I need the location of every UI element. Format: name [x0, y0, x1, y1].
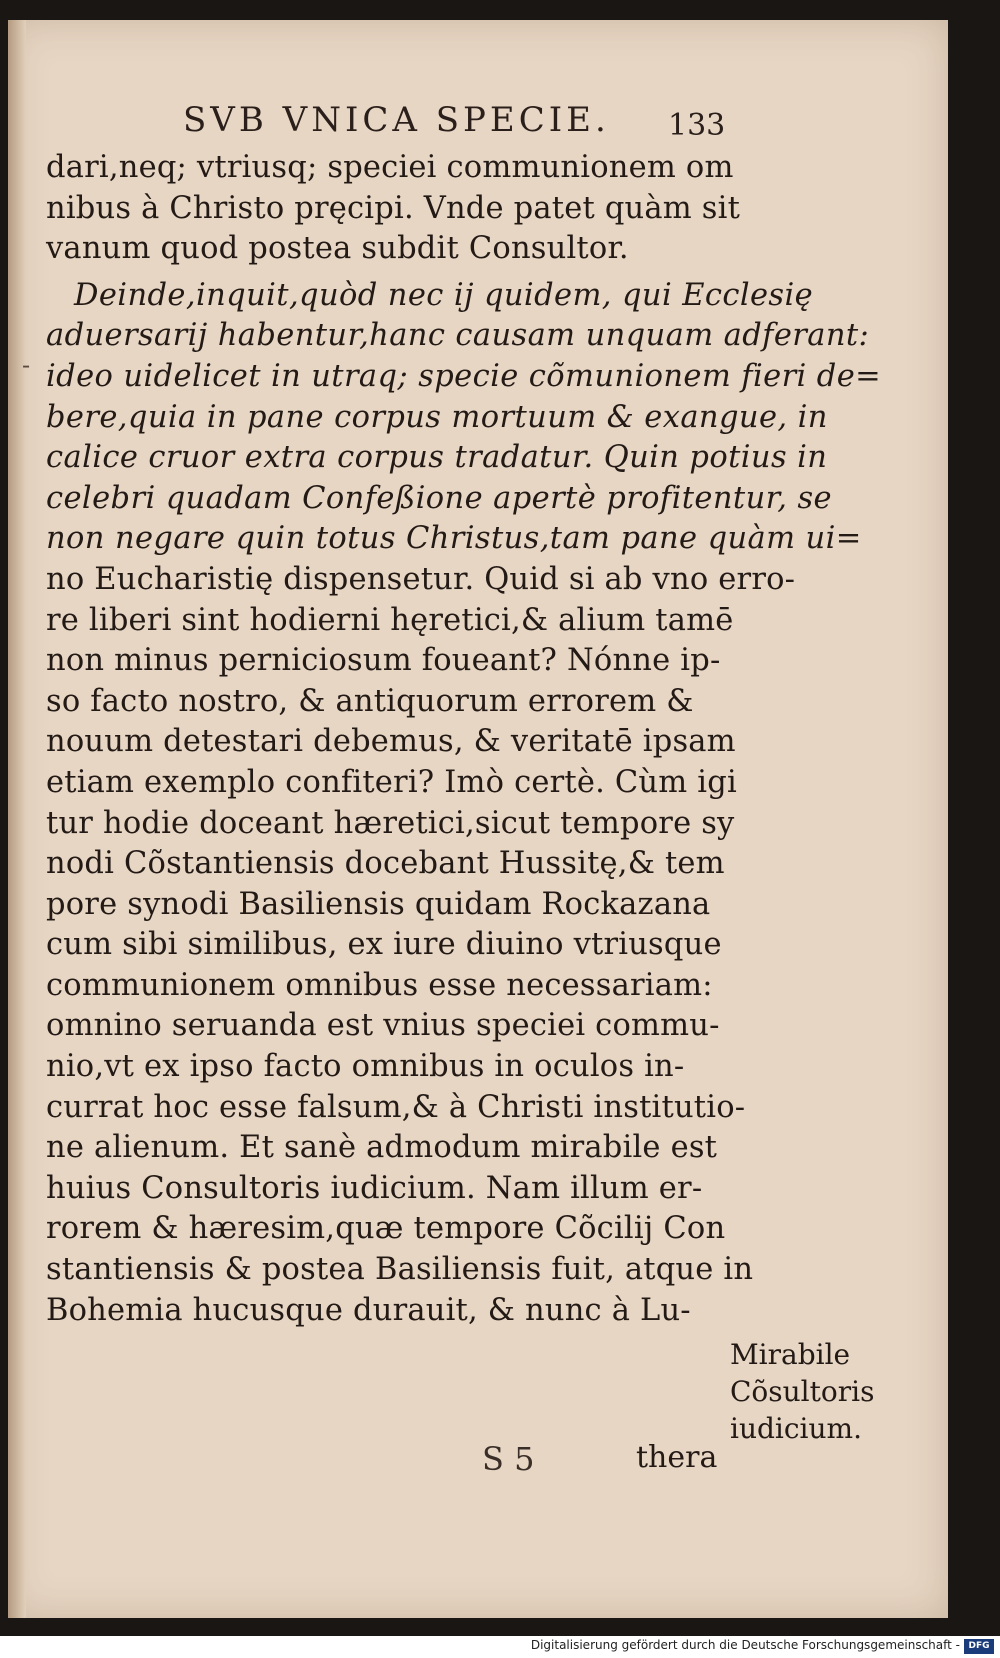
text-line: nio,vt ex ipso facto omnibus in oculos in-: [46, 1049, 685, 1085]
body-text: [46, 148, 882, 1331]
text-line: celebri quadam Confeßione apertè profitentur, se: [46, 480, 832, 516]
text-line: ideo uidelicet in utraq; specie cõmunionem fieri de=: [46, 358, 882, 394]
text-line: Deinde,inquit,quòd nec ij quidem, qui Ecclesię: [74, 277, 814, 313]
text-line: dari,neq; vtriusq; speciei communionem om: [46, 150, 734, 185]
text-line: no Eucharistię dispensetur. Quid si ab vno erro-: [46, 561, 796, 597]
signature-mark: S 5: [482, 1440, 535, 1478]
text-line: tur hodie doceant hæretici,sicut tempore sy: [46, 805, 735, 841]
text-line: non minus perniciosum foueant? Nónne ip-: [46, 643, 721, 679]
text-line: omnino seruanda est vnius speciei commu-: [46, 1008, 720, 1044]
text-line: so facto nostro, & antiquorum errorem &: [46, 683, 694, 719]
margin-mark: -: [22, 351, 31, 379]
marginal-note: [730, 1336, 874, 1447]
text-line: cum sibi similibus, ex iure diuino vtriusque: [46, 927, 722, 963]
text-line: nibus à Christo pręcipi. Vnde patet quàm sit: [46, 190, 741, 226]
text-line: calice cruor extra corpus tradatur. Quin potius in: [46, 440, 828, 476]
dfg-logo: DFG: [964, 1639, 994, 1654]
credit-text: Digitalisierung gefördert durch die Deutsche Forschungsgemeinschaft -: [530, 1638, 960, 1652]
text-line: nodi Cõstantiensis docebant Hussitę,& tem: [46, 846, 725, 882]
text-line: communionem omnibus esse necessariam:: [46, 967, 713, 1003]
text-line: Bohemia hucusque durauit, & nunc à Lu-: [46, 1292, 691, 1328]
text-line: rorem & hæresim,quæ tempore Cõcilij Con: [46, 1211, 726, 1247]
text-line: ne alienum. Et sanè admodum mirabile est: [46, 1130, 718, 1166]
text-line: aduersarij habentur,hanc causam unquam adferant:: [46, 318, 870, 354]
text-line: nouum detestari debemus, & veritatē ipsam: [46, 724, 736, 760]
text-line: huius Consultoris iudicium. Nam illum er-: [46, 1170, 703, 1206]
text-line: etiam exemplo confiteri? Imò certè. Cùm igi: [46, 764, 737, 800]
page-number: 133: [668, 108, 726, 143]
text-line: stantiensis & postea Basiliensis fuit, atque in: [46, 1252, 754, 1288]
digitization-credit-bar: [0, 1636, 1000, 1658]
text-line: bere,quia in pane corpus mortuum & exangue, in: [46, 399, 828, 435]
book-page: [8, 20, 948, 1618]
text-line: pore synodi Basiliensis quidam Rockazana: [46, 886, 711, 922]
marginal-note-line: Cõsultoris: [730, 1375, 875, 1408]
text-line: currat hoc esse falsum,& à Christi institutio-: [46, 1089, 746, 1125]
running-head: SVB VNICA SPECIE.: [183, 100, 610, 140]
text-line: re liberi sint hodierni hęretici,& alium tamē: [46, 602, 734, 638]
page-spine-shadow: [8, 20, 26, 1618]
marginal-note-line: Mirabile: [730, 1338, 851, 1371]
text-line: non negare quin totus Christus,tam pane quàm ui=: [46, 521, 862, 557]
marginal-note-line: iudicium.: [730, 1412, 862, 1445]
catchword: thera: [636, 1440, 718, 1475]
text-line: vanum quod postea subdit Consultor.: [46, 231, 629, 267]
